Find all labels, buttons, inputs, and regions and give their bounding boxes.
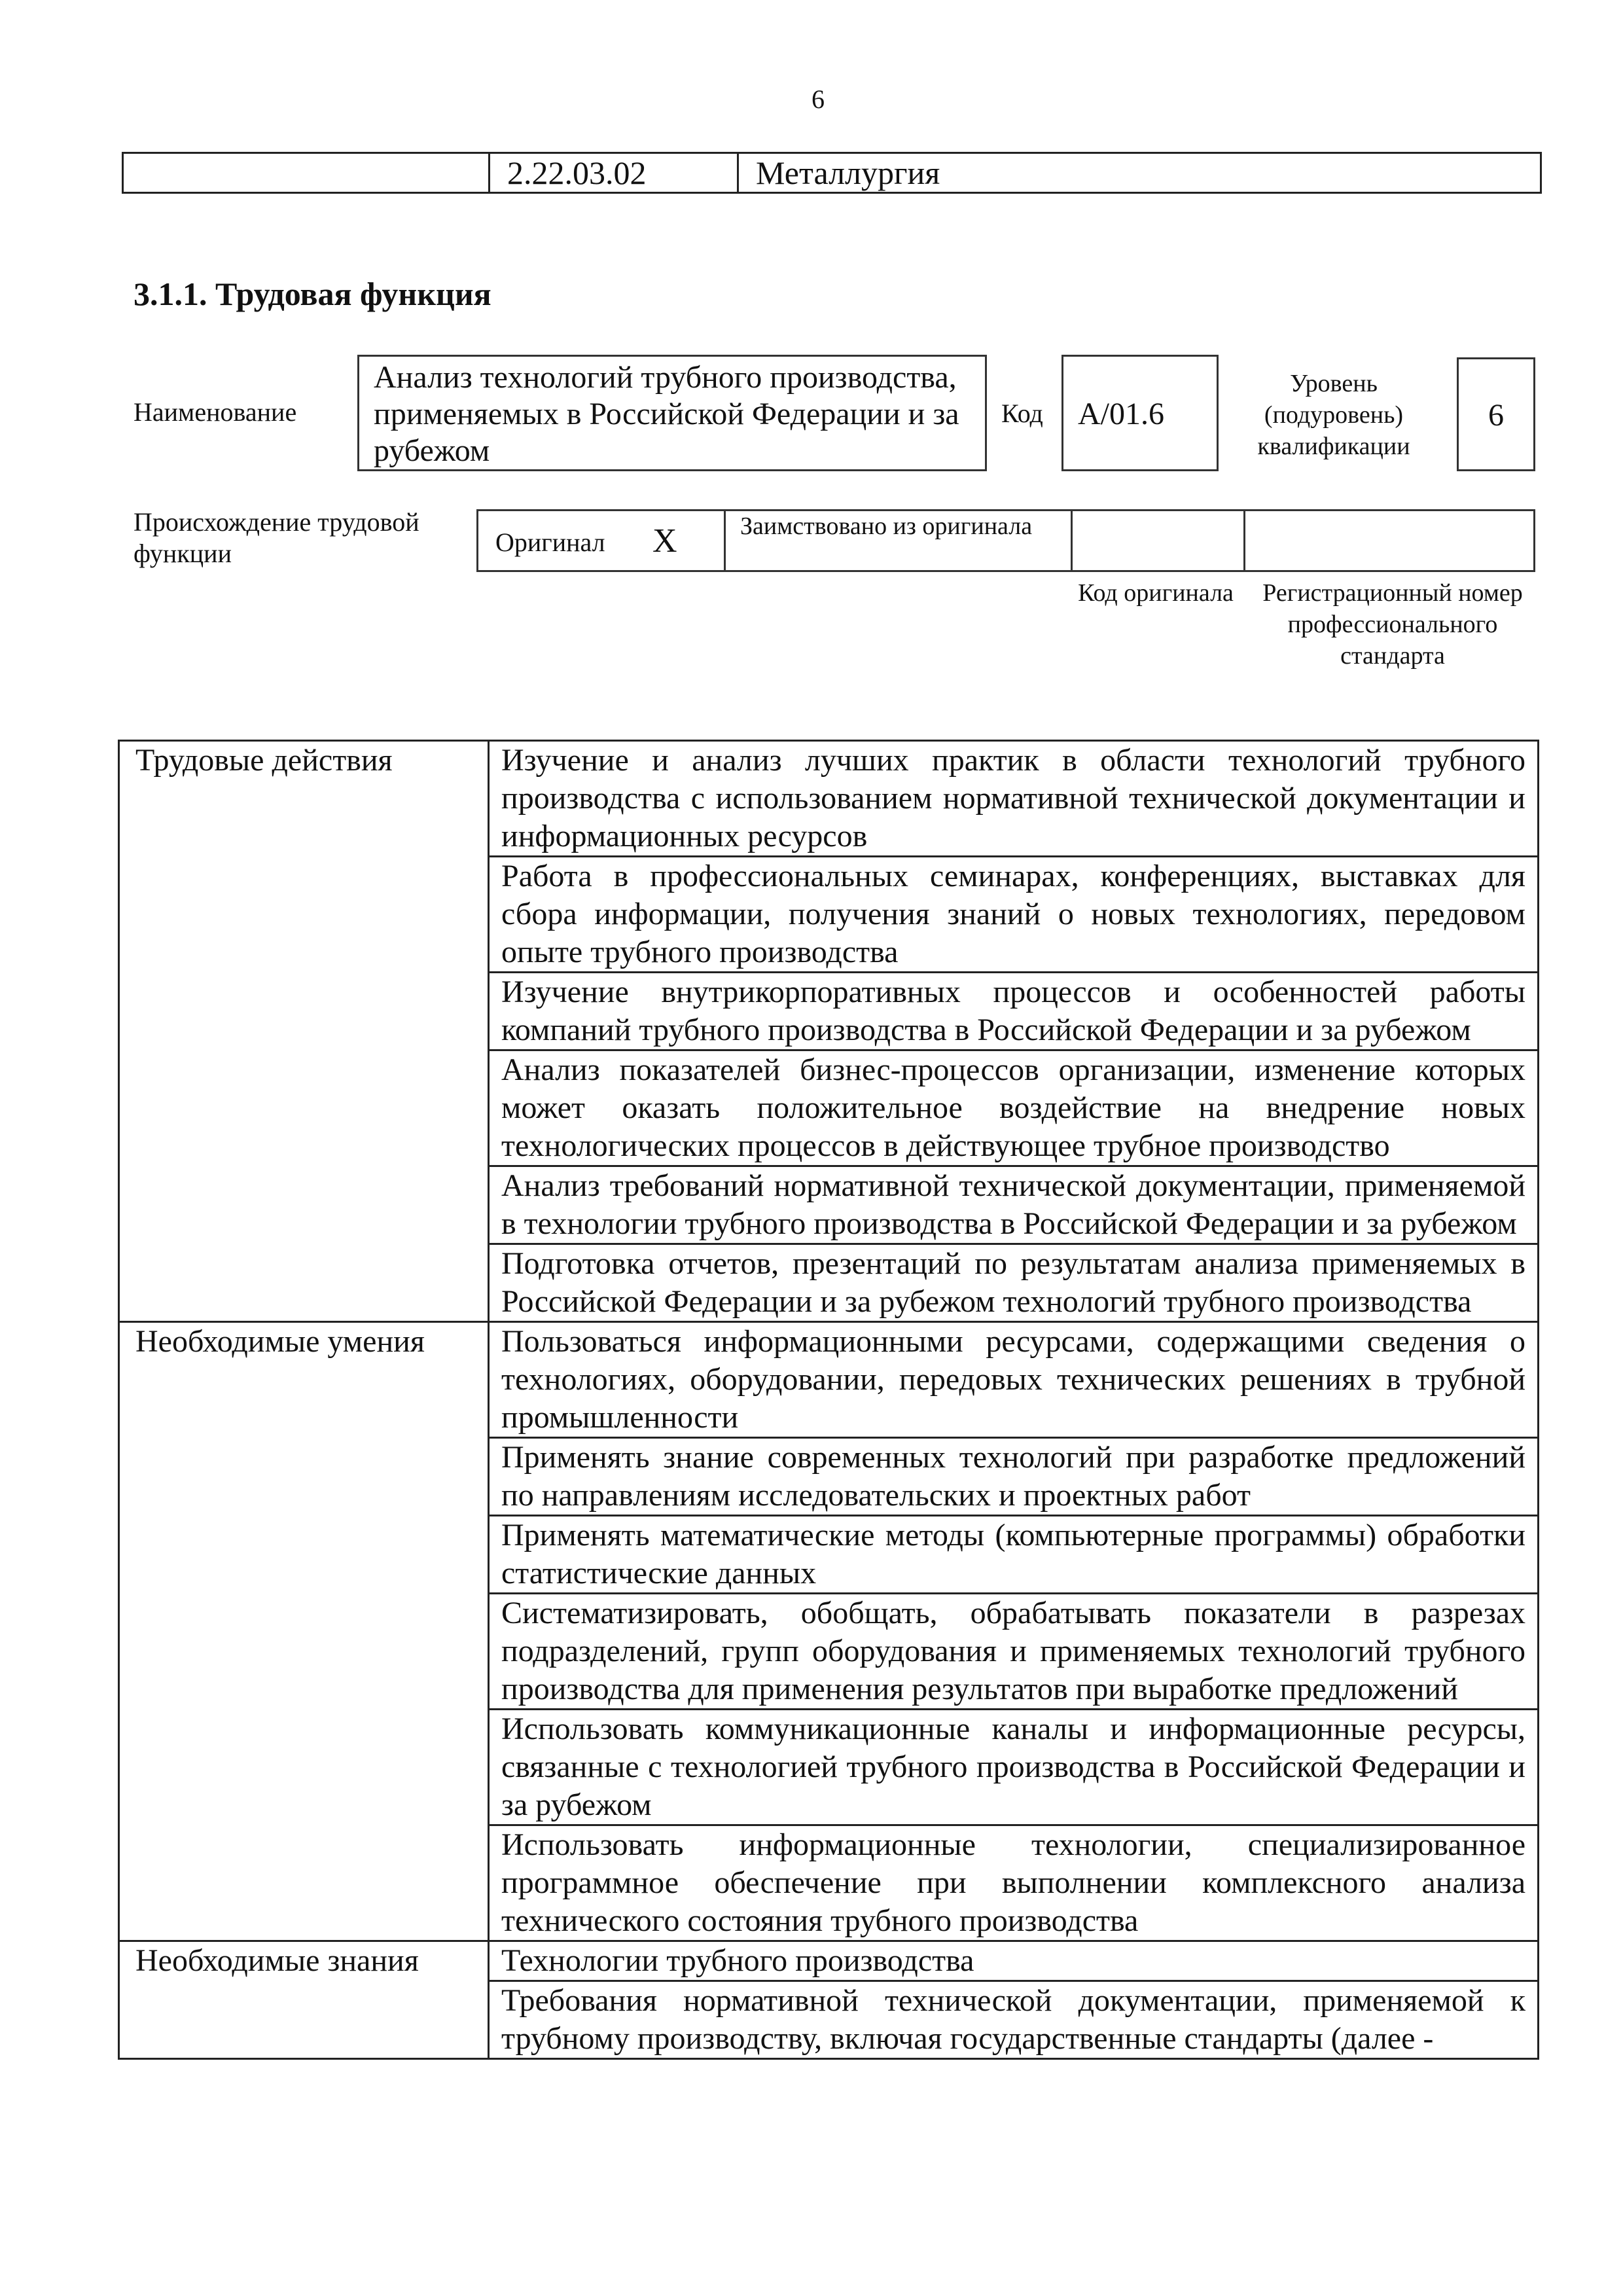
section-head-knowledge: Необходимые знания [119, 1941, 489, 2059]
registration-number-cell [1245, 511, 1533, 570]
table-cell: Подготовка отчетов, презентаций по результатам анализа применяемых в Российской Федерации и за рубежом технологий трубного производства [489, 1244, 1539, 1322]
table-cell: Изучение и анализ лучших практик в области технологий трубного производства с использованием нормативной технической документации и информационных ресурсов [489, 741, 1539, 857]
table-row [119, 1941, 1539, 1981]
original-code-cell [1073, 511, 1245, 570]
table-cell: Применять математические методы (компьютерные программы) обработки статистические данных [489, 1516, 1539, 1594]
table-cell: Технологии трубного производства [489, 1941, 1539, 1981]
empty-cell [124, 154, 490, 192]
table-cell: Использовать коммуникационные каналы и информационные ресурсы, связанные с технологией трубного производства в Российской Федерации и за рубежом [489, 1710, 1539, 1825]
table-cell: Анализ требований нормативной технической документации, применяемой в технологии трубного производства в Российской Федерации и за рубежом [489, 1166, 1539, 1244]
classification-code: 2.22.03.02 [490, 154, 739, 192]
section-title: 3.1.1. Трудовая функция [134, 276, 491, 312]
page-number: 6 [812, 84, 825, 114]
level-value: 6 [1457, 357, 1535, 471]
original-cell [478, 511, 726, 570]
origin-label: Происхождение трудовой функции [134, 507, 419, 568]
name-label: Наименование [134, 397, 297, 427]
classification-name: Металлургия [756, 154, 940, 191]
level-label: Уровень (подуровень) квалификации [1257, 370, 1410, 460]
table-row [119, 741, 1539, 857]
original-code-caption: Код оригинала [1078, 579, 1234, 607]
code-label: Код [1001, 399, 1043, 428]
table-cell: Использовать информационные технологии, специализированное программное обеспечение при выполнении комплексного анализа технического состояния трубного производства [489, 1825, 1539, 1941]
table-cell: Пользоваться информационными ресурсами, содержащими сведения о технологиях, оборудовании, передовых технических решениях в трубной промышленности [489, 1322, 1539, 1438]
classification-row [122, 152, 1542, 194]
table-row [119, 1322, 1539, 1438]
borrowed-label: Заимствовано из оригинала [726, 511, 1073, 570]
table-cell: Применять знание современных технологий при разработке предложений по направлениям исследовательских и проектных работ [489, 1438, 1539, 1516]
original-label: Оригинал [495, 528, 605, 557]
table-cell: Систематизировать, обобщать, обрабатывать показатели в разрезах подразделений, групп оборудования и применяемых технологий трубного производства для применения результатов при выработке предложений [489, 1594, 1539, 1710]
section-head-actions: Трудовые действия [119, 741, 489, 1322]
function-details-table [118, 740, 1539, 2060]
table-cell: Требования нормативной технической документации, применяемой к трубному производству, включая государственные стандарты (далее - [489, 1981, 1539, 2059]
section-head-skills: Необходимые умения [119, 1322, 489, 1941]
function-name: Анализ технологий трубного производства, применяемых в Российской Федерации и за рубежом [357, 355, 987, 471]
registration-caption: Регистрационный номер профессионального стандарта [1262, 579, 1523, 670]
function-code: A/01.6 [1061, 355, 1219, 471]
table-cell: Изучение внутрикорпоративных процессов и особенностей работы компаний трубного производства в Российской Федерации и за рубежом [489, 973, 1539, 1050]
origin-row [476, 509, 1535, 572]
table-cell: Анализ показателей бизнес-процессов организации, изменение которых может оказать положительное воздействие на внедрение новых технологических процессов в действующее трубное производство [489, 1050, 1539, 1166]
original-mark: X [652, 522, 677, 560]
table-cell: Работа в профессиональных семинарах, конференциях, выставках для сбора информации, получения знаний о новых технологиях, передовом опыте трубного производства [489, 857, 1539, 973]
